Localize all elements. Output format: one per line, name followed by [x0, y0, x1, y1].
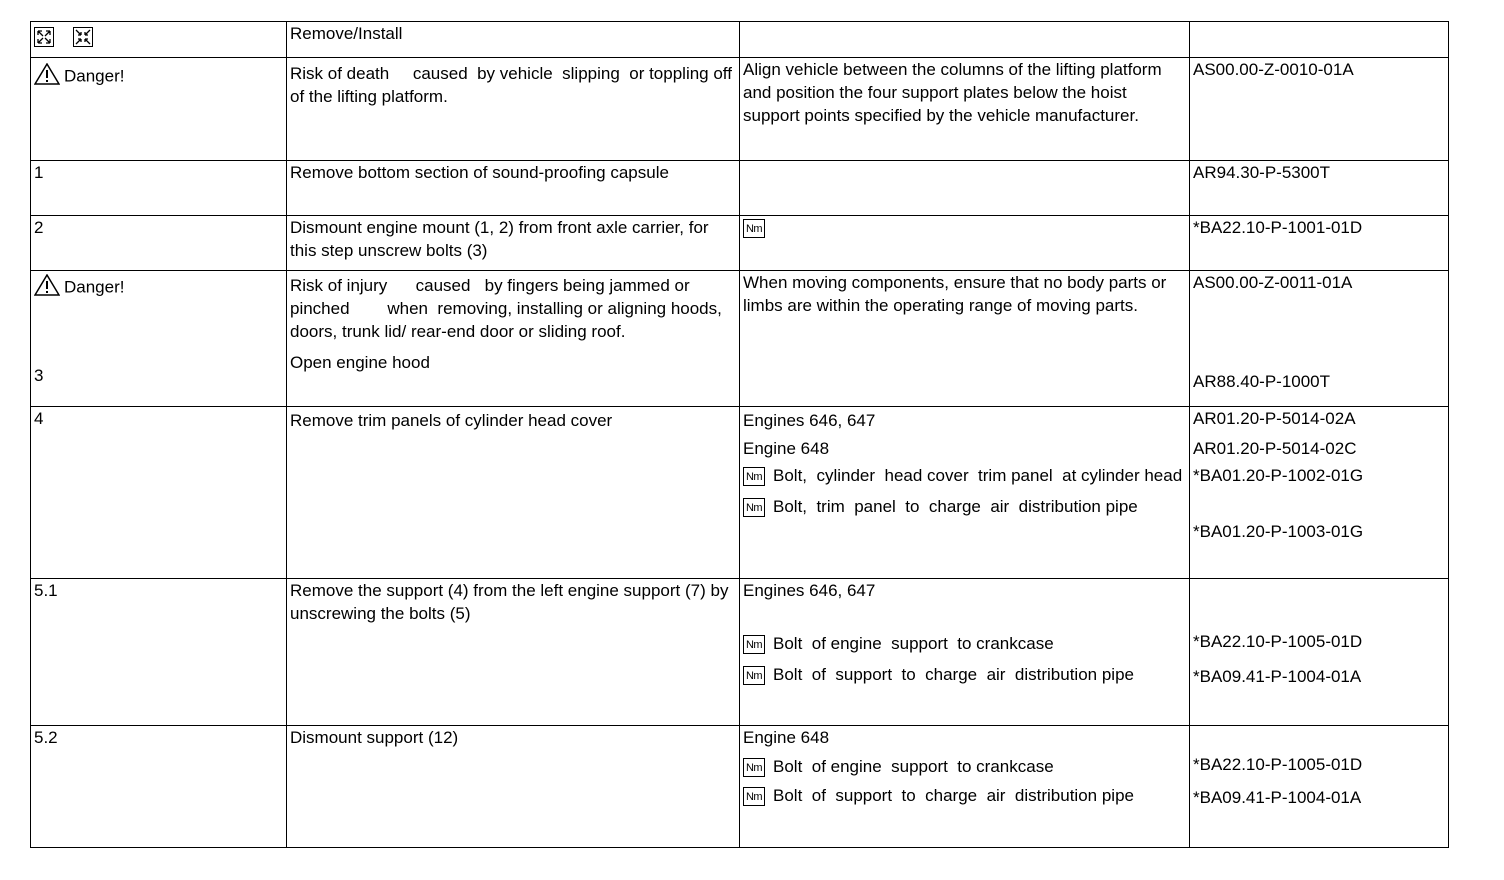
torque-icon[interactable]: Nm — [743, 758, 765, 777]
header-title-cell — [287, 22, 740, 58]
torque-icon[interactable]: Nm — [743, 219, 765, 238]
torque-text: Bolt, trim panel to charge air distribution pipe — [773, 497, 1138, 516]
step-note — [740, 216, 1190, 271]
note-line — [743, 784, 1186, 807]
procedure-table — [30, 21, 1449, 848]
torque-text: Bolt of engine support to crankcase — [773, 757, 1054, 776]
header-empty-cell — [1190, 22, 1449, 58]
reference-link[interactable]: *BA01.20-P-1003-01G — [1193, 522, 1364, 541]
danger-cell — [31, 58, 287, 161]
reference-link[interactable]: *BA22.10-P-1005-01D — [1193, 632, 1363, 651]
reference-link[interactable]: AS00.00-Z-0011-01A — [1193, 273, 1353, 292]
expand-icon[interactable] — [34, 27, 54, 47]
note-line — [743, 464, 1186, 487]
step-number — [31, 579, 287, 726]
note-text: When moving components, ensure that no body parts or limbs are within the operating range of moving parts. — [743, 273, 1167, 315]
table-row — [31, 579, 1449, 726]
reference-link[interactable]: AR01.20-P-5014-02C — [1193, 439, 1357, 458]
note-text: Align vehicle between the columns of the lifting platform and position the four support plates below the hoist support points specified by the vehicle manufacturer. — [743, 60, 1162, 125]
danger-label: Danger! — [64, 66, 125, 86]
reference-link[interactable]: *BA01.20-P-1002-01G — [1193, 466, 1364, 485]
step-description — [287, 407, 740, 579]
reference-cell — [1190, 58, 1449, 161]
step-description — [287, 58, 740, 161]
step-number — [31, 407, 287, 579]
step-note — [740, 726, 1190, 848]
step-number-text: 1 — [34, 163, 44, 182]
step-note — [740, 161, 1190, 216]
table-row — [31, 216, 1449, 271]
step-number-text: 4 — [34, 409, 44, 428]
torque-text: Bolt of support to charge air distribution pipe — [773, 786, 1134, 805]
note-line: Engines 646, 647 — [743, 581, 876, 600]
description-text: Risk of death caused by vehicle slipping or toppling off of the lifting platform. — [290, 64, 737, 106]
description-text: Dismount support (12) — [290, 728, 459, 747]
step-number — [31, 161, 287, 216]
note-line — [743, 632, 1186, 655]
note-line: Engine 648 — [743, 439, 830, 458]
step-number — [31, 216, 287, 271]
step-note — [740, 407, 1190, 579]
step-description — [287, 726, 740, 848]
reference-link[interactable]: *BA09.41-P-1004-01A — [1193, 667, 1362, 686]
step-note — [740, 579, 1190, 726]
header-row — [31, 22, 1449, 58]
step-number-text: 3 — [34, 366, 44, 385]
reference-cell — [1190, 407, 1449, 579]
reference-cell — [1190, 271, 1449, 407]
header-title: Remove/Install — [290, 24, 403, 43]
reference-cell — [1190, 216, 1449, 271]
description-text: Remove trim panels of cylinder head cover — [290, 411, 613, 430]
step-note — [740, 271, 1190, 407]
step-description — [287, 216, 740, 271]
torque-icon[interactable]: Nm — [743, 467, 765, 486]
torque-icon[interactable]: Nm — [743, 635, 765, 654]
note-line — [743, 755, 1186, 778]
table-row — [31, 271, 1449, 407]
step-number — [31, 726, 287, 848]
torque-text: Bolt of engine support to crankcase — [773, 634, 1054, 653]
warning-icon — [34, 274, 60, 302]
table-row — [31, 726, 1449, 848]
table-row — [31, 58, 1449, 161]
reference-link[interactable]: AR94.30-P-5300T — [1193, 163, 1331, 182]
description-text: Open engine hood — [290, 353, 430, 372]
reference-link[interactable]: *BA09.41-P-1004-01A — [1193, 788, 1362, 807]
reference-cell — [1190, 726, 1449, 848]
note-line: Engine 648 — [743, 728, 830, 747]
danger-cell — [31, 271, 287, 407]
description-text: Dismount engine mount (1, 2) from front axle carrier, for this step unscrew bolts (3) — [290, 218, 709, 260]
reference-link[interactable]: *BA22.10-P-1001-01D — [1193, 218, 1363, 237]
step-number-text: 5.1 — [34, 581, 58, 600]
reference-link[interactable]: AR01.20-P-5014-02A — [1193, 409, 1356, 428]
step-description — [287, 579, 740, 726]
step-description — [287, 271, 740, 407]
torque-icon[interactable]: Nm — [743, 787, 765, 806]
collapse-icon[interactable] — [73, 27, 93, 47]
danger-label: Danger! — [64, 277, 125, 297]
description-text: Risk of injury caused by fingers being jammed or pinched when removing, installing or aligning hoods, doors, trunk lid/ rear-end door or sliding roof. — [290, 276, 727, 341]
note-line: Engines 646, 647 — [743, 411, 876, 430]
reference-link[interactable]: AS00.00-Z-0010-01A — [1193, 60, 1354, 79]
torque-text: Bolt of support to charge air distribution pipe — [773, 665, 1134, 684]
step-number-text: 2 — [34, 218, 44, 237]
reference-link[interactable]: AR88.40-P-1000T — [1193, 372, 1331, 391]
torque-icon[interactable]: Nm — [743, 498, 765, 517]
warning-icon — [34, 63, 60, 91]
note-line — [743, 663, 1186, 686]
reference-cell — [1190, 579, 1449, 726]
description-text: Remove bottom section of sound-proofing capsule — [290, 163, 669, 182]
step-note — [740, 58, 1190, 161]
reference-cell — [1190, 161, 1449, 216]
header-empty-cell — [740, 22, 1190, 58]
table-row — [31, 161, 1449, 216]
reference-link[interactable]: *BA22.10-P-1005-01D — [1193, 755, 1363, 774]
description-text: Remove the support (4) from the left engine support (7) by unscrewing the bolts (5) — [290, 581, 729, 623]
step-description — [287, 161, 740, 216]
step-number-text: 5.2 — [34, 728, 58, 747]
table-row — [31, 407, 1449, 579]
note-line — [743, 495, 1186, 518]
torque-text: Bolt, cylinder head cover trim panel at cylinder head — [773, 466, 1183, 485]
header-icons-cell — [31, 22, 287, 58]
torque-icon[interactable]: Nm — [743, 666, 765, 685]
